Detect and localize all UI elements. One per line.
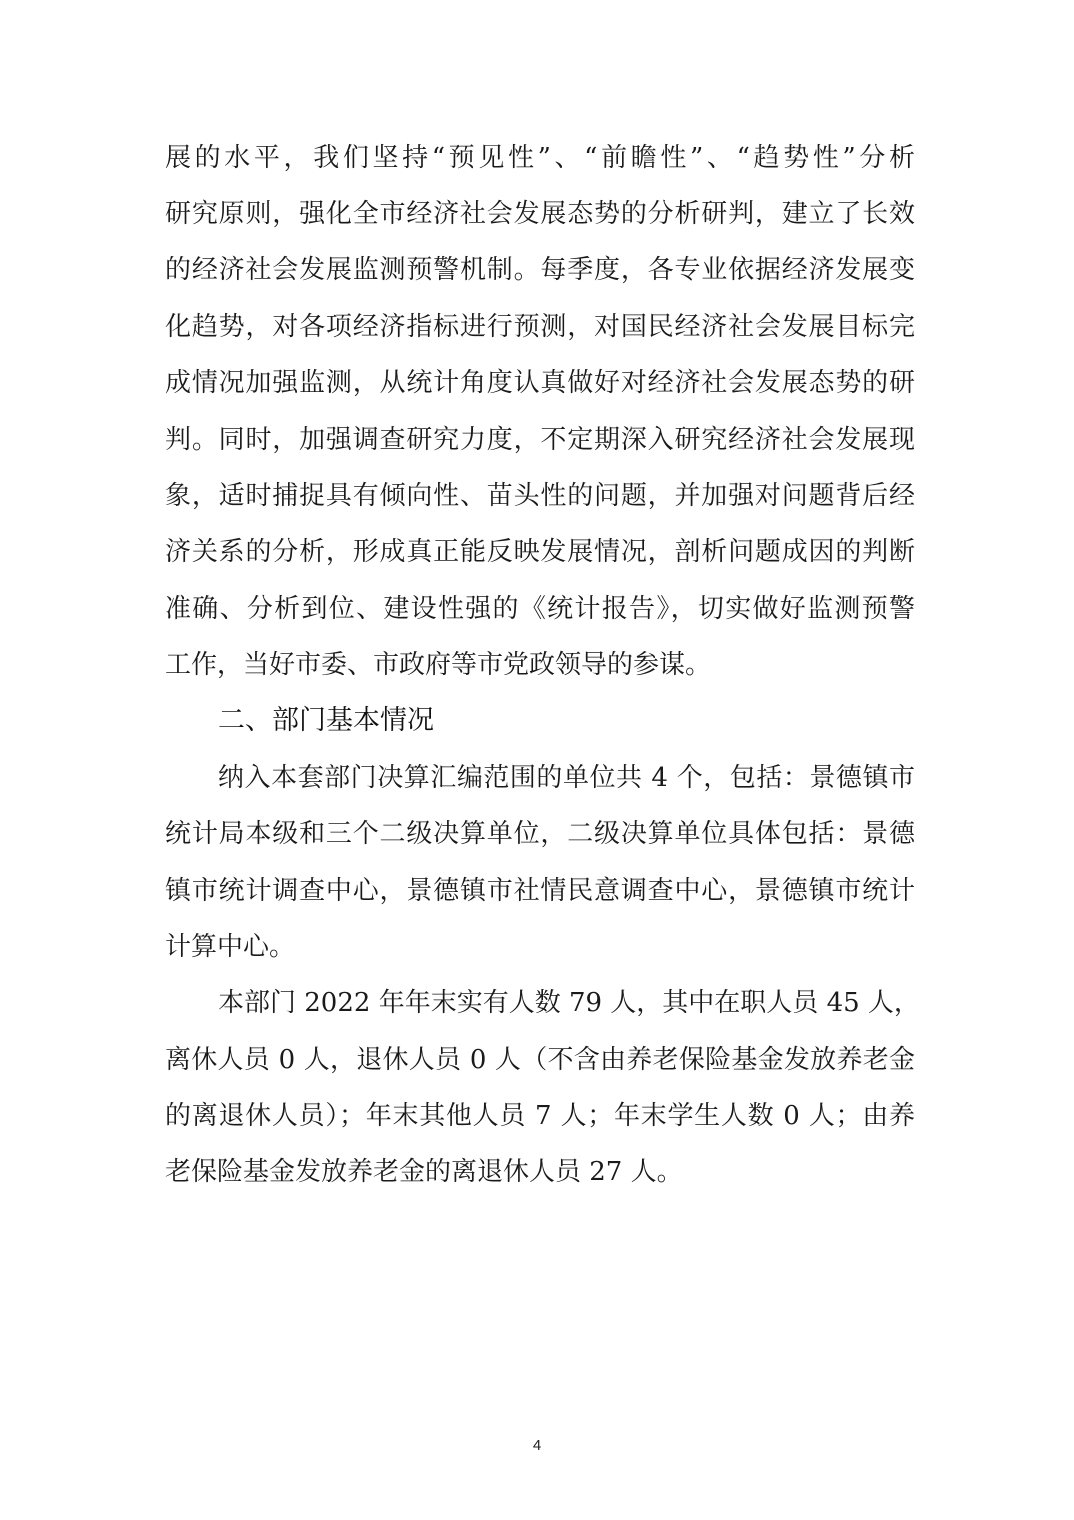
paragraph-line: 象，适时捕捉具有倾向性、苗头性的问题，并加强对问题背后经 [165, 481, 915, 511]
paragraph-line: 本部门 2022 年年末实有人数 79 人，其中在职人员 45 人， [218, 988, 920, 1018]
paragraph-line: 成情况加强监测，从统计角度认真做好对经济社会发展态势的研 [165, 368, 915, 398]
paragraph-line: 的离退休人员）；年末其他人员 7 人；年末学生人数 0 人；由养 [165, 1101, 915, 1131]
paragraph-line: 的经济社会发展监测预警机制。每季度，各专业依据经济发展变 [165, 255, 915, 285]
paragraph-line: 判。同时，加强调查研究力度，不定期深入研究经济社会发展现 [165, 425, 915, 455]
paragraph-line: 化趋势，对各项经济指标进行预测，对国民经济社会发展目标完 [165, 312, 915, 342]
paragraph-line: 老保险基金发放养老金的离退休人员 27 人。 [165, 1157, 683, 1187]
paragraph-line: 离休人员 0 人，退休人员 0 人（不含由养老保险基金发放养老金 [165, 1045, 915, 1075]
paragraph-line: 展的水平，我们坚持“预见性”、“前瞻性”、“趋势性”分析 [165, 143, 915, 173]
section-heading: 二、部门基本情况 [218, 705, 434, 736]
paragraph-line: 统计局本级和三个二级决算单位，二级决算单位具体包括：景德 [165, 819, 915, 849]
paragraph-line: 计算中心。 [165, 932, 296, 962]
page-number: 4 [532, 1437, 542, 1454]
paragraph-line: 纳入本套部门决算汇编范围的单位共 4 个，包括：景德镇市 [218, 763, 915, 793]
paragraph-line: 济关系的分析，形成真正能反映发展情况，剖析问题成因的判断 [165, 537, 915, 567]
paragraph-line: 工作，当好市委、市政府等市党政领导的参谋。 [165, 650, 712, 680]
paragraph-line: 研究原则，强化全市经济社会发展态势的分析研判，建立了长效 [165, 199, 915, 229]
paragraph-line: 镇市统计调查中心，景德镇市社情民意调查中心，景德镇市统计 [165, 876, 915, 906]
paragraph-line: 准确、分析到位、建设性强的《统计报告》，切实做好监测预警 [165, 594, 915, 624]
